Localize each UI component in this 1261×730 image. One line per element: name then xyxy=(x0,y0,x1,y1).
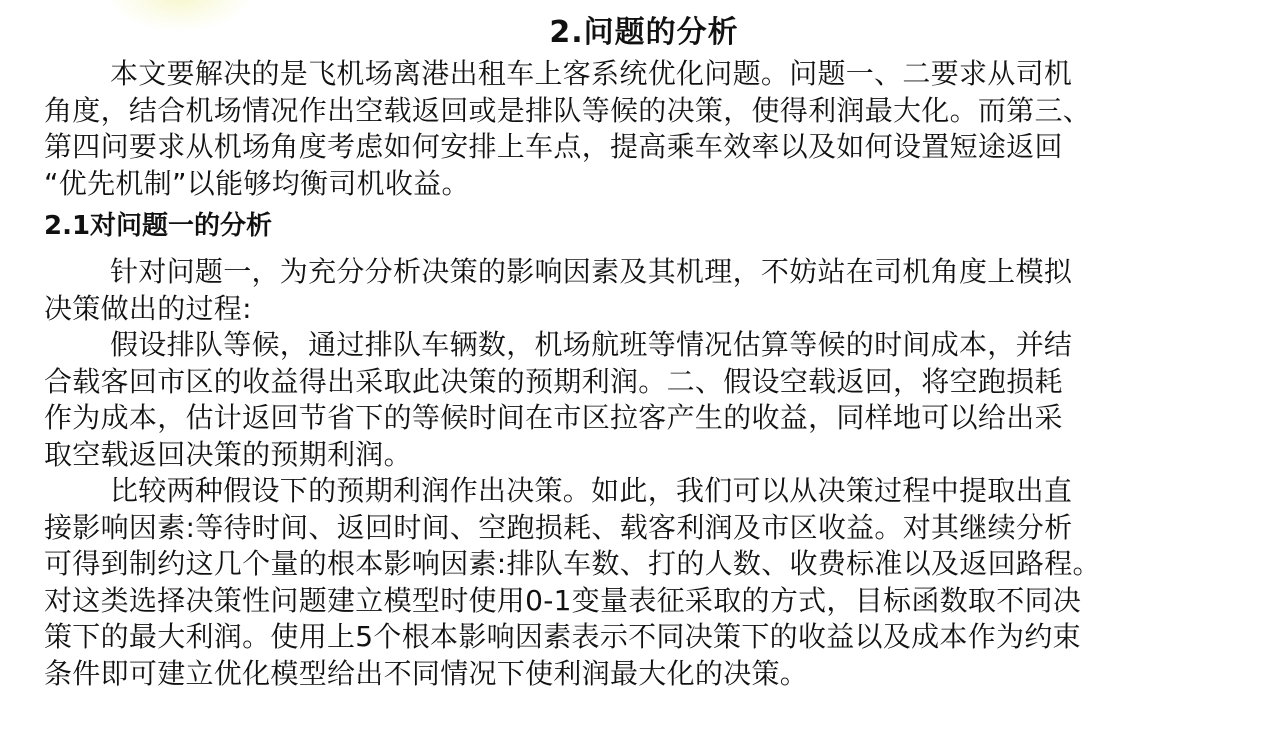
paragraph-line: 比较两种假设下的预期利润作出决策。如此，我们可以从决策过程中提取出直 xyxy=(110,474,1073,507)
analysis-paragraph-1 xyxy=(44,254,1244,327)
intro-paragraph xyxy=(44,56,1244,202)
paragraph-line: 可得到制约这几个量的根本影响因素:排队车数、打的人数、收费标准以及返回路程。 xyxy=(44,547,1101,580)
paragraph-line: 对这类选择决策性问题建立模型时使用0-1变量表征采取的方式，目标函数取不同决 xyxy=(44,583,1082,617)
paragraph-line: 条件即可建立优化模型给出不同情况下使利润最大化的决策。 xyxy=(44,656,809,690)
paragraph-line: 取空载返回决策的预期利润。 xyxy=(44,437,412,471)
paragraph-line: 接影响因素:等待时间、返回时间、空跑损耗、载客利润及市区收益。对其继续分析 xyxy=(44,510,1073,544)
analysis-paragraph-3 xyxy=(44,473,1244,692)
paragraph-line: 第四问要求从机场角度考虑如何安排上车点，提高乘车效率以及如何设置短途返回 xyxy=(44,130,1063,163)
subsection-title: 2.1对问题一的分析 xyxy=(44,211,273,241)
paragraph-line: 决策做出的过程: xyxy=(44,291,252,325)
section-title: 2.问题的分析 xyxy=(549,15,739,50)
paragraph-line: 针对问题一，为充分分析决策的影响因素及其机理，不妨站在司机角度上模拟 xyxy=(110,255,1073,288)
paragraph-line: 合载客回市区的收益得出采取此决策的预期利润。二、假设空载返回，将空跑损耗 xyxy=(44,364,1063,398)
paragraph-line: 策下的最大利润。使用上5个根本影响因素表示不同决策下的收益以及成本作为约束 xyxy=(44,620,1081,653)
analysis-paragraph-2 xyxy=(44,327,1244,473)
document-page xyxy=(44,10,1244,692)
paragraph-line: 假设排队等候，通过排队车辆数，机场航班等情况估算等候的时间成本，并结 xyxy=(110,328,1073,361)
paragraph-line: 作为成本，估计返回节省下的等候时间在市区拉客产生的收益，同样地可以给出采 xyxy=(44,401,1063,434)
paragraph-line: “优先机制”以能够均衡司机收益。 xyxy=(44,166,470,200)
paragraph-line: 本文要解决的是飞机场离港出租车上客系统优化问题。问题一、二要求从司机 xyxy=(110,57,1073,90)
paragraph-line: 角度，结合机场情况作出空载返回或是排队等候的决策，使得利润最大化。而第三、 xyxy=(44,93,1092,127)
